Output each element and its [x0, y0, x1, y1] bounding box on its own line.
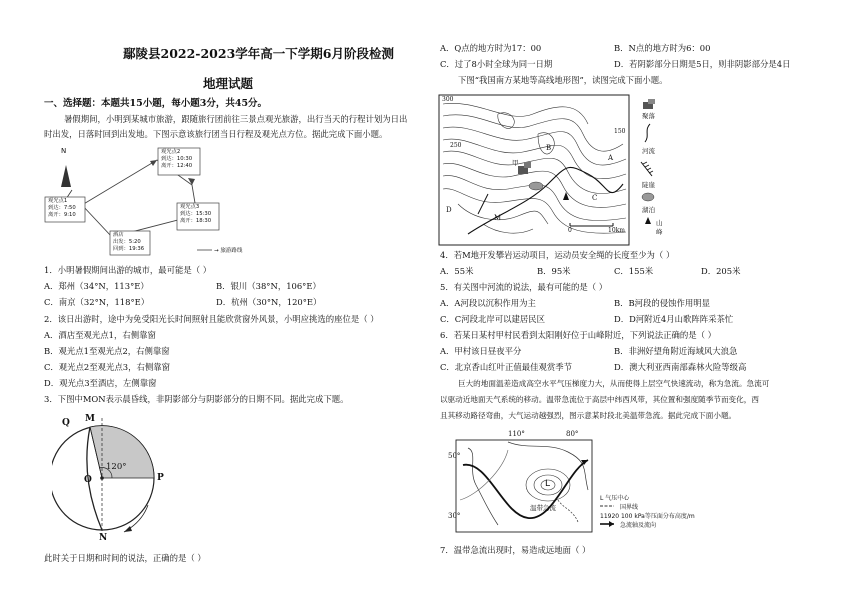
- north-label: N: [61, 147, 67, 155]
- q5-option-a: A．A河段以沉积作用为主: [440, 298, 536, 308]
- north-arrow-icon: [61, 165, 71, 187]
- lat-50-label: 50°: [448, 452, 461, 460]
- section-heading: 一、选择题：本题共15小题，每小题3分，共45分。: [44, 98, 268, 109]
- label-jia: 甲: [512, 159, 519, 167]
- q3-question: 此时关于日期和时间的说法，正确的是（ ）: [44, 553, 206, 563]
- contour-label-250: 250: [450, 142, 462, 149]
- route-legend: → 旅游路线: [214, 248, 243, 254]
- q1-option-a: A．郑州（34°N，113°E）: [44, 281, 149, 291]
- q6-option-b: B．非洲好望角附近海域风大浪急: [614, 346, 738, 356]
- lat-30-label: 30°: [448, 512, 461, 520]
- q2-option-a: A．酒店至观光点1，右侧靠窗: [44, 330, 156, 340]
- q6-option-a: A．甲村该日昼夜平分: [440, 346, 522, 356]
- q4-option-c: C．155米: [614, 266, 654, 276]
- low-pressure-label: L: [545, 479, 551, 489]
- q5-option-b: B．B河段的侵蚀作用明显: [614, 298, 711, 308]
- intro1-line2: 时出发，日落时回到出发地。下图示意该旅行团当日行程及观光点方位。据此完成下面小题。: [44, 129, 388, 139]
- q6-option-d: D．澳大利亚西南部森林火险等级高: [614, 362, 747, 372]
- q5-option-c: C．C河段北岸可以建居民区: [440, 314, 545, 324]
- q1-option-d: D．杭州（30°N，120°E）: [216, 297, 322, 307]
- spot3-box: 观光点3 到达：15:30 离开：18:30: [180, 204, 212, 224]
- legend-cliff: 陡崖: [642, 181, 655, 189]
- q6-stem: 6．若某日某村甲村民看到太阳刚好位于山峰附近，下列说法正确的是（ ）: [440, 330, 716, 340]
- page-subtitle: 地理试题: [203, 76, 254, 91]
- label-m: M: [494, 214, 502, 222]
- hotel-box: 酒店 出发：5:20 回到：19:36: [113, 232, 145, 252]
- legend-river: 河流: [642, 147, 655, 155]
- q1-stem: 1．小明暑假期间出游的城市，最可能是（ ）: [44, 265, 212, 275]
- cliff-icon: [641, 162, 652, 176]
- label-a: A: [608, 154, 614, 162]
- label-q: Q: [62, 418, 70, 428]
- contour-map: [438, 94, 668, 246]
- river-icon: [645, 124, 650, 142]
- q3-option-d: D．若阴影部分日期是5日，则非阴影部分是4日: [614, 59, 791, 69]
- label-o: O: [84, 475, 92, 485]
- q6-option-c: C．北京香山红叶正值最佳观赏季节: [440, 362, 573, 372]
- lon-80-label: 80°: [566, 430, 579, 438]
- q7-stem: 7．温带急流出现时，易造成远地面（ ）: [440, 545, 591, 555]
- q3-stem: 3．下图中MON表示晨昏线，非阴影部分与阴影部分的日期不同。据此完成下题。: [44, 394, 349, 404]
- intro1-line1: 暑假期间，小明到某城市旅游，跟随旅行团前往三景点观光旅游，出行当天的行程计划为日出: [64, 114, 408, 124]
- q3-option-b: B．N点的地方时为6：00: [614, 43, 711, 53]
- terminator-diagram: [52, 410, 182, 545]
- jet-label: 温带急流: [530, 504, 556, 512]
- scale-label: 10km: [608, 227, 625, 234]
- intro2: 下图“我国南方某地等高线地形图”，读图完成下面小题。: [458, 75, 668, 85]
- angle-label: 120°: [106, 462, 127, 472]
- lon-110-label: 110°: [508, 430, 525, 438]
- spot1-box: 观光点1 到达：7:50 离开：9:10: [48, 198, 76, 218]
- lake-icon: [642, 193, 654, 201]
- intro3-line1: 巨大的地面温差造成高空水平气压梯度力大，从而使得上层空气快速流动，称为急流。急流可: [458, 379, 770, 388]
- contour-label-300: 300: [442, 96, 454, 103]
- q4-option-b: B．95米: [537, 266, 571, 276]
- intro3-line3: 且其移动路径弯曲，大气运动越强烈，图示意某时段北美温带急流。据此完成下面小题。: [440, 411, 737, 420]
- legend-lake: 湖泊: [642, 206, 655, 214]
- q5-stem: 5．有关图中河流的说法，最有可能的是（ ）: [440, 282, 608, 292]
- spot2-box: 观光点2 到达：10:30 离开：12:40: [161, 149, 193, 169]
- q4-option-a: A．55米: [440, 266, 474, 276]
- peak-icon: [645, 217, 651, 224]
- legend-peak: 山峰: [656, 219, 663, 236]
- q1-option-b: B．银川（38°N，106°E）: [216, 281, 321, 291]
- jet-legend: L 气压中心 国界线 11920 100 kPa等压面分布高度/m 急流轴及流向: [600, 495, 695, 529]
- label-d: D: [446, 206, 452, 214]
- q2-option-b: B．观光点1至观光点2，右侧靠窗: [44, 346, 170, 356]
- label-c: C: [592, 194, 598, 202]
- q2-stem: 2．该日出游时，途中为免受阳光长时间照射且能欣赏窗外风景，小明应挑选的座位是（ ）: [44, 314, 379, 324]
- q1-option-c: C．南京（32°N，118°E）: [44, 297, 150, 307]
- label-n: N: [99, 533, 108, 543]
- page-title: 鄢陵县2022-2023学年高一下学期6月阶段检测: [123, 46, 394, 61]
- itinerary-map: [42, 145, 257, 257]
- q2-option-c: C．观光点2至观光点3，右侧靠窗: [44, 362, 170, 372]
- intro3-line2: 以驱动近地面天气系统的移动。温带急流位于高层中纬西风带，其位置和强度随季节而变化，西: [440, 395, 759, 404]
- q4-stem: 4．若M地开发攀岩运动项目，运动员安全绳的长度至少为（ ）: [440, 250, 675, 260]
- q3-option-c: C．过了8小时全球为同一日期: [440, 59, 553, 69]
- label-p: P: [157, 473, 164, 483]
- label-b: B: [546, 144, 552, 152]
- jet-stream-map: [448, 430, 708, 536]
- contour-label-150: 150: [614, 128, 626, 135]
- label-m: M: [85, 414, 95, 424]
- q4-option-d: D．205米: [701, 266, 741, 276]
- scale-zero: 0: [568, 227, 572, 234]
- q5-option-d: D．D河附近4月山歌阵阵采茶忙: [614, 314, 734, 324]
- q2-option-d: D．观光点3至酒店，左侧靠窗: [44, 378, 157, 388]
- legend-settlement: 聚落: [642, 112, 655, 120]
- q3-option-a: A．Q点的地方时为17：00: [440, 43, 542, 53]
